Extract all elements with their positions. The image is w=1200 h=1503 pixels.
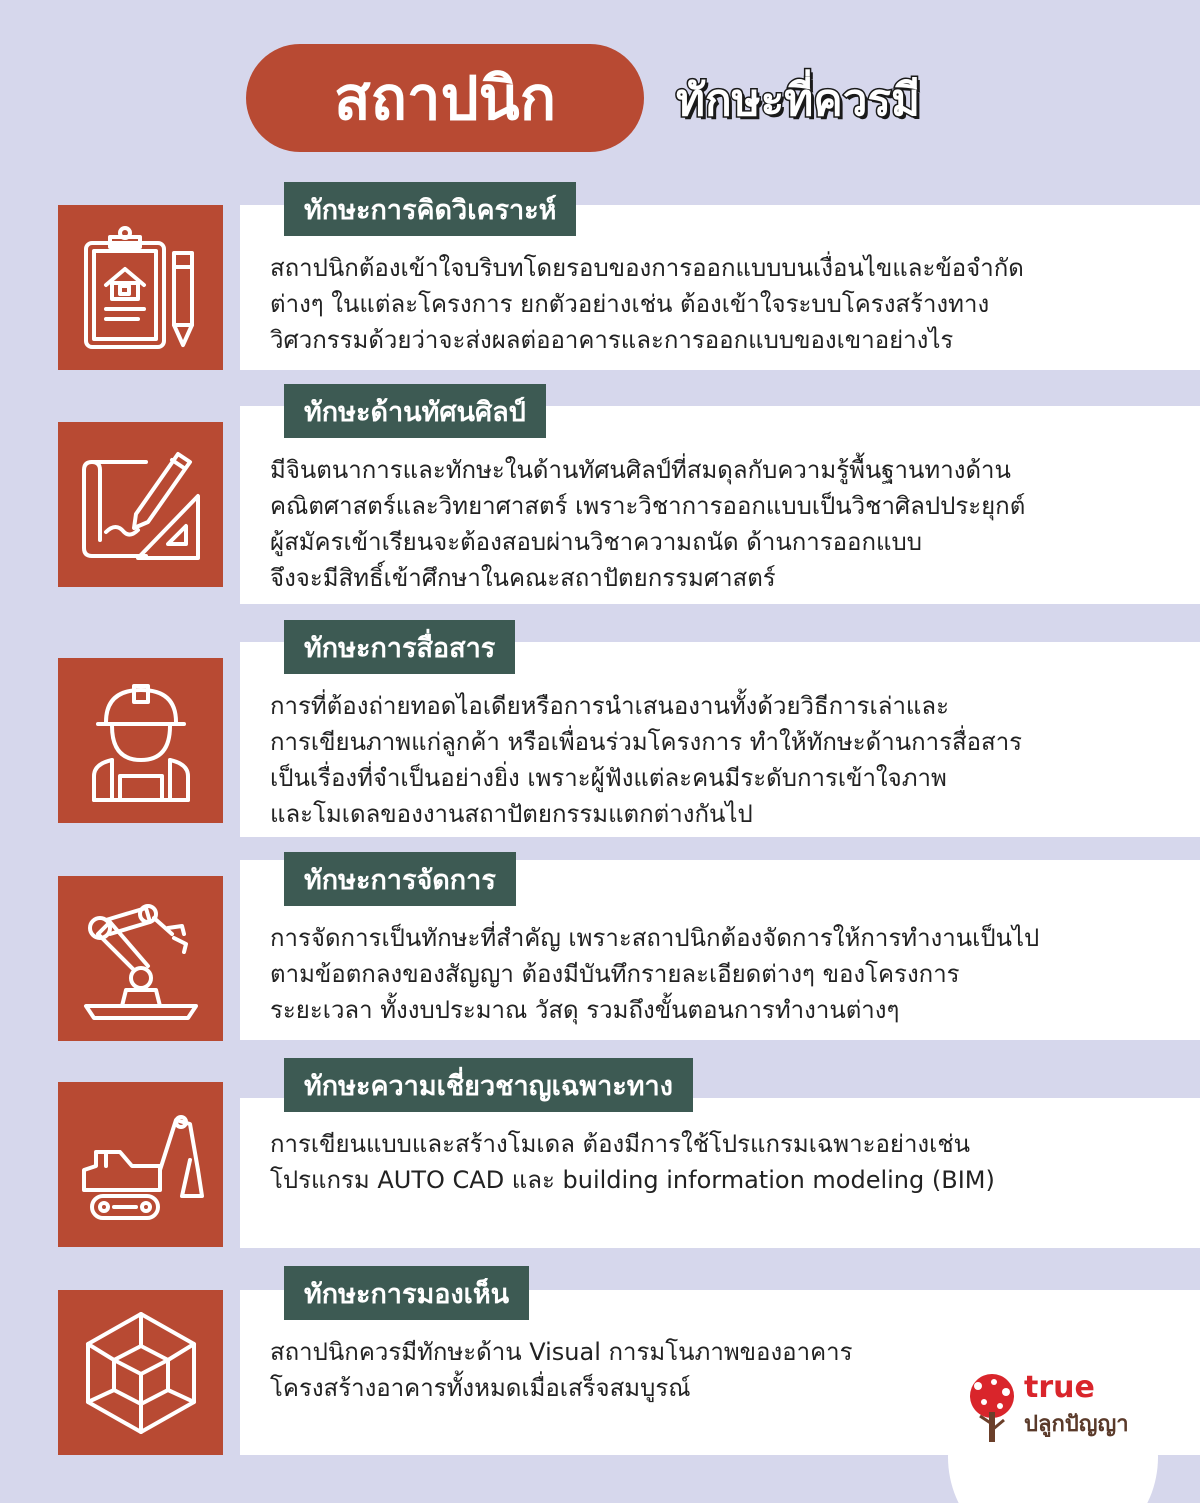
section-heading: ทักษะการมองเห็น [284,1266,529,1320]
body-line: วิศวกรรมด้วยว่าจะส่งผลต่ออาคารและการออกแบบของเขาอย่างไร [270,326,954,354]
body-line: ผู้สมัครเข้าเรียนจะต้องสอบผ่านวิชาความถนัด ด้านการออกแบบ [270,528,922,556]
section-heading: ทักษะการสื่อสาร [284,620,515,674]
section-body [270,452,1170,596]
body-line: และโมเดลของงานสถาปัตยกรรมแตกต่างกันไป [270,800,753,828]
body-line: การเขียนภาพแก่ลูกค้า หรือเพื่อนร่วมโครงการ ทำให้ทักษะด้านการสื่อสาร [270,728,1023,756]
blueprint-pencil-triangle-icon [58,422,223,587]
body-line: คณิตศาสตร์และวิทยาศาสตร์ เพราะวิชาการออกแบบเป็นวิชาศิลปประยุกต์ [270,492,1026,520]
body-line: สถาปนิกควรมีทักษะด้าน Visual การมโนภาพของอาคาร [270,1338,853,1366]
body-line: จึงจะมีสิทธิ์เข้าศึกษาในคณะสถาปัตยกรรมศาสตร์ [270,564,776,592]
section-heading: ทักษะด้านทัศนศิลป์ [284,384,546,438]
body-line: โครงสร้างอาคารทั้งหมดเมื่อเสร็จสมบูรณ์ [270,1374,691,1402]
body-line: ระยะเวลา ทั้งงบประมาณ วัสดุ รวมถึงขั้นตอนการทำงานต่างๆ [270,996,900,1024]
body-line: มีจินตนาการและทักษะในด้านทัศนศิลป์ที่สมดุลกับความรู้พื้นฐานทางด้าน [270,456,1011,484]
body-line: โปรแกรม AUTO CAD และ building information modeling (BIM) [270,1166,995,1194]
robotic-arm-icon [58,876,223,1041]
body-line: ต่างๆ ในแต่ละโครงการ ยกตัวอย่างเช่น ต้องเข้าใจระบบโครงสร้างทาง [270,290,990,318]
section-body [270,250,1170,358]
body-line: สถาปนิกต้องเข้าใจบริบทโดยรอบของการออกแบบบนเงื่อนไขและข้อจำกัด [270,254,1024,282]
clipboard-house-pencil-icon [58,205,223,370]
logo-tagline: ปลูกปัญญา [1024,1412,1129,1437]
body-line: การที่ต้องถ่ายทอดไอเดียหรือการนำเสนองานทั้งด้วยวิธีการเล่าและ [270,692,949,720]
tree-logo-icon [964,1372,1020,1448]
excavator-icon [58,1082,223,1247]
body-line: การจัดการเป็นทักษะที่สำคัญ เพราะสถาปนิกต้องจัดการให้การทำงานเป็นไป [270,924,1040,952]
page-subtitle: ทักษะที่ควรมี [676,75,921,126]
cube-wireframe-icon [58,1290,223,1455]
section-body [270,1126,1170,1198]
body-line: ตามข้อตกลงของสัญญา ต้องมีบันทึกรายละเอียดต่างๆ ของโครงการ [270,960,960,988]
section-body [270,688,1170,832]
page-title: สถาปนิก [246,44,644,152]
section-heading: ทักษะการจัดการ [284,852,516,906]
engineer-hardhat-icon [58,658,223,823]
section-heading: ทักษะความเชี่ยวชาญเฉพาะทาง [284,1058,693,1112]
section-heading: ทักษะการคิดวิเคราะห์ [284,182,576,236]
logo-brand: true [1024,1370,1095,1405]
section-body [270,920,1170,1028]
body-line: การเขียนแบบและสร้างโมเดล ต้องมีการใช้โปรแกรมเฉพาะอย่างเช่น [270,1130,971,1158]
body-line: เป็นเรื่องที่จำเป็นอย่างยิ่ง เพราะผู้ฟังแต่ละคนมีระดับการเข้าใจภาพ [270,764,947,792]
